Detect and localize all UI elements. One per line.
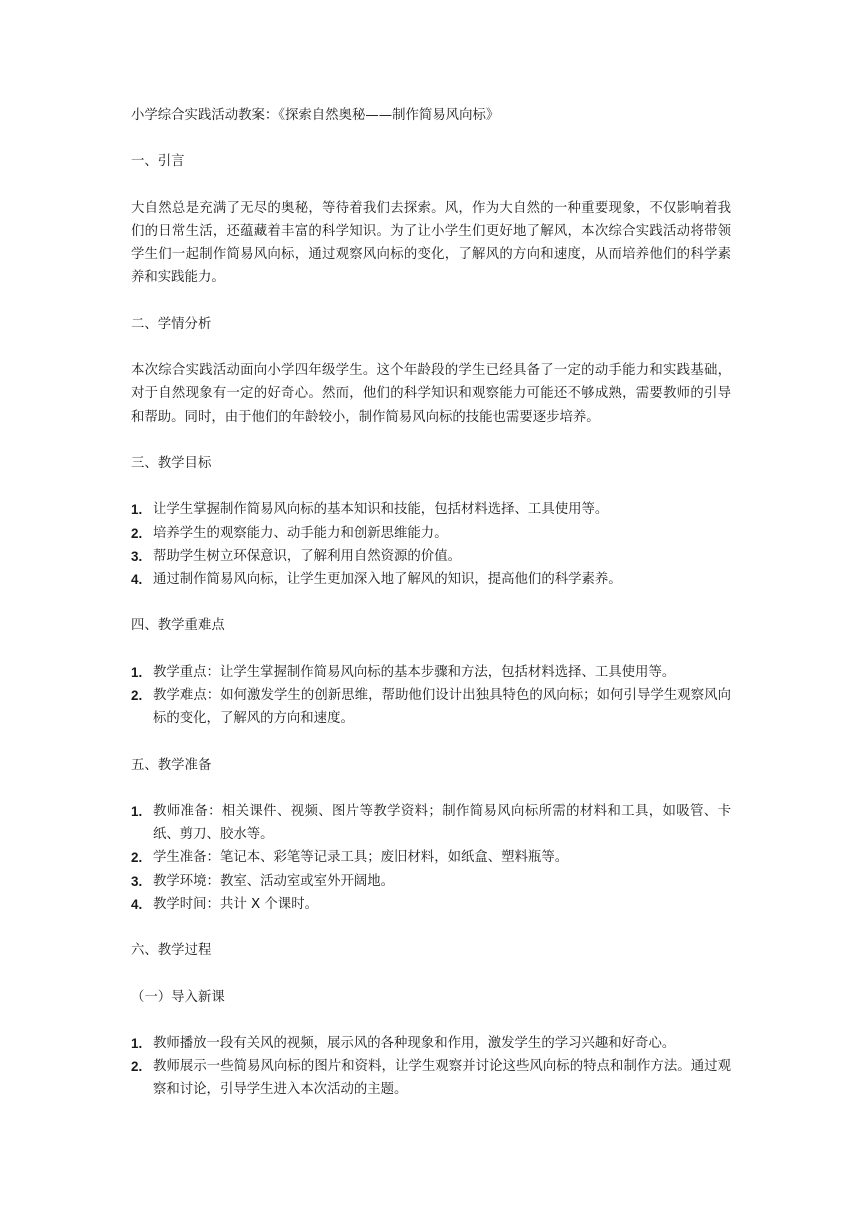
list-item-number: 2.	[131, 850, 143, 866]
section-paragraph-introduction: 大自然总是充满了无尽的奥秘，等待着我们去探索。风，作为大自然的一种重要现象，不仅影响着我们的日常生活，还蕴藏着丰富的科学知识。为了让小学生们更好地了解风，本次综合实践活动将带领学生们一起制作简易风向标，通过观察风向标的变化，了解风的方向和速度，从而培养他们的科学素养和实践能力。	[131, 200, 731, 286]
list-key-points	[131, 661, 731, 731]
list-item-number: 1.	[131, 664, 143, 680]
list-item	[131, 1055, 731, 1101]
list-item-text: 培养学生的观察能力、动手能力和创新思维能力。	[153, 525, 448, 541]
list-teaching-process	[131, 1032, 731, 1102]
list-item-text: 学生准备：笔记本、彩笔等记录工具；废旧材料，如纸盒、塑料瓶等。	[153, 850, 569, 866]
document-title: 小学综合实践活动教案：《探索自然奥秘——制作简易风向标》	[131, 108, 500, 123]
list-item	[131, 684, 731, 730]
subsection-heading-introduction: （一）导入新课	[131, 989, 225, 1005]
list-item-text: 通过制作简易风向标，让学生更加深入地了解风的知识，提高他们的科学素养。	[153, 571, 622, 587]
list-item-number: 1.	[131, 803, 143, 819]
list-item	[131, 661, 731, 684]
list-item-text: 教学环境：教室、活动室或室外开阔地。	[153, 873, 395, 889]
list-item	[131, 800, 731, 846]
list-item-text: 帮助学生树立环保意识，了解利用自然资源的价值。	[153, 548, 461, 564]
section-heading-preparation: 五、教学准备	[131, 757, 212, 773]
list-item-number: 4.	[131, 896, 143, 912]
list-item-text: 教学时间：共计 X 个课时。	[153, 896, 318, 912]
list-item	[131, 893, 731, 916]
list-item-number: 2.	[131, 1059, 143, 1075]
list-item	[131, 870, 731, 893]
list-item-number: 4.	[131, 571, 143, 587]
list-item-text: 教师展示一些简易风向标的图片和资料，让学生观察并讨论这些风向标的特点和制作方法。通过观察和讨论，引导学生进入本次活动的主题。	[153, 1059, 731, 1098]
list-item-number: 3.	[131, 548, 143, 564]
list-item-number: 2.	[131, 525, 143, 541]
list-item-text: 教师播放一段有关风的视频，展示风的各种现象和作用，激发学生的学习兴趣和好奇心。	[153, 1035, 676, 1051]
list-item-text: 教师准备：相关课件、视频、图片等教学资料；制作简易风向标所需的材料和工具，如吸管、卡纸、剪刀、胶水等。	[153, 803, 731, 843]
list-item	[131, 545, 731, 568]
list-item	[131, 522, 731, 545]
section-heading-teaching-process: 六、教学过程	[131, 943, 212, 959]
list-item	[131, 1032, 731, 1055]
section-heading-key-points: 四、教学重难点	[131, 618, 225, 634]
list-item-text: 教学难点：如何激发学生的创新思维，帮助他们设计出独具特色的风向标；如何引导学生观察风向标的变化，了解风的方向和速度。	[153, 687, 731, 727]
section-heading-teaching-objectives: 三、教学目标	[131, 455, 212, 471]
list-item-number: 2.	[131, 687, 143, 703]
document-body	[131, 104, 731, 1125]
list-preparation	[131, 800, 731, 916]
list-item-number: 1.	[131, 502, 143, 518]
list-item-text: 教学重点：让学生掌握制作简易风向标的基本步骤和方法，包括材料选择、工具使用等。	[153, 664, 676, 680]
section-paragraph-student-analysis: 本次综合实践活动面向小学四年级学生。这个年龄段的学生已经具备了一定的动手能力和实践基础，对于自然现象有一定的好奇心。然而，他们的科学知识和观察能力可能还不够成熟，需要教师的引导和帮助。同时，由于他们的年龄较小，制作简易风向标的技能也需要逐步培养。	[131, 363, 731, 425]
list-teaching-objectives	[131, 498, 731, 591]
section-heading-introduction: 一、引言	[131, 154, 185, 170]
section-heading-student-analysis: 二、学情分析	[131, 316, 212, 332]
list-item	[131, 846, 731, 869]
list-item	[131, 498, 731, 521]
list-item-number: 3.	[131, 873, 143, 889]
list-item	[131, 568, 731, 591]
list-item-number: 1.	[131, 1035, 143, 1051]
list-item-text: 让学生掌握制作简易风向标的基本知识和技能，包括材料选择、工具使用等。	[153, 502, 609, 518]
